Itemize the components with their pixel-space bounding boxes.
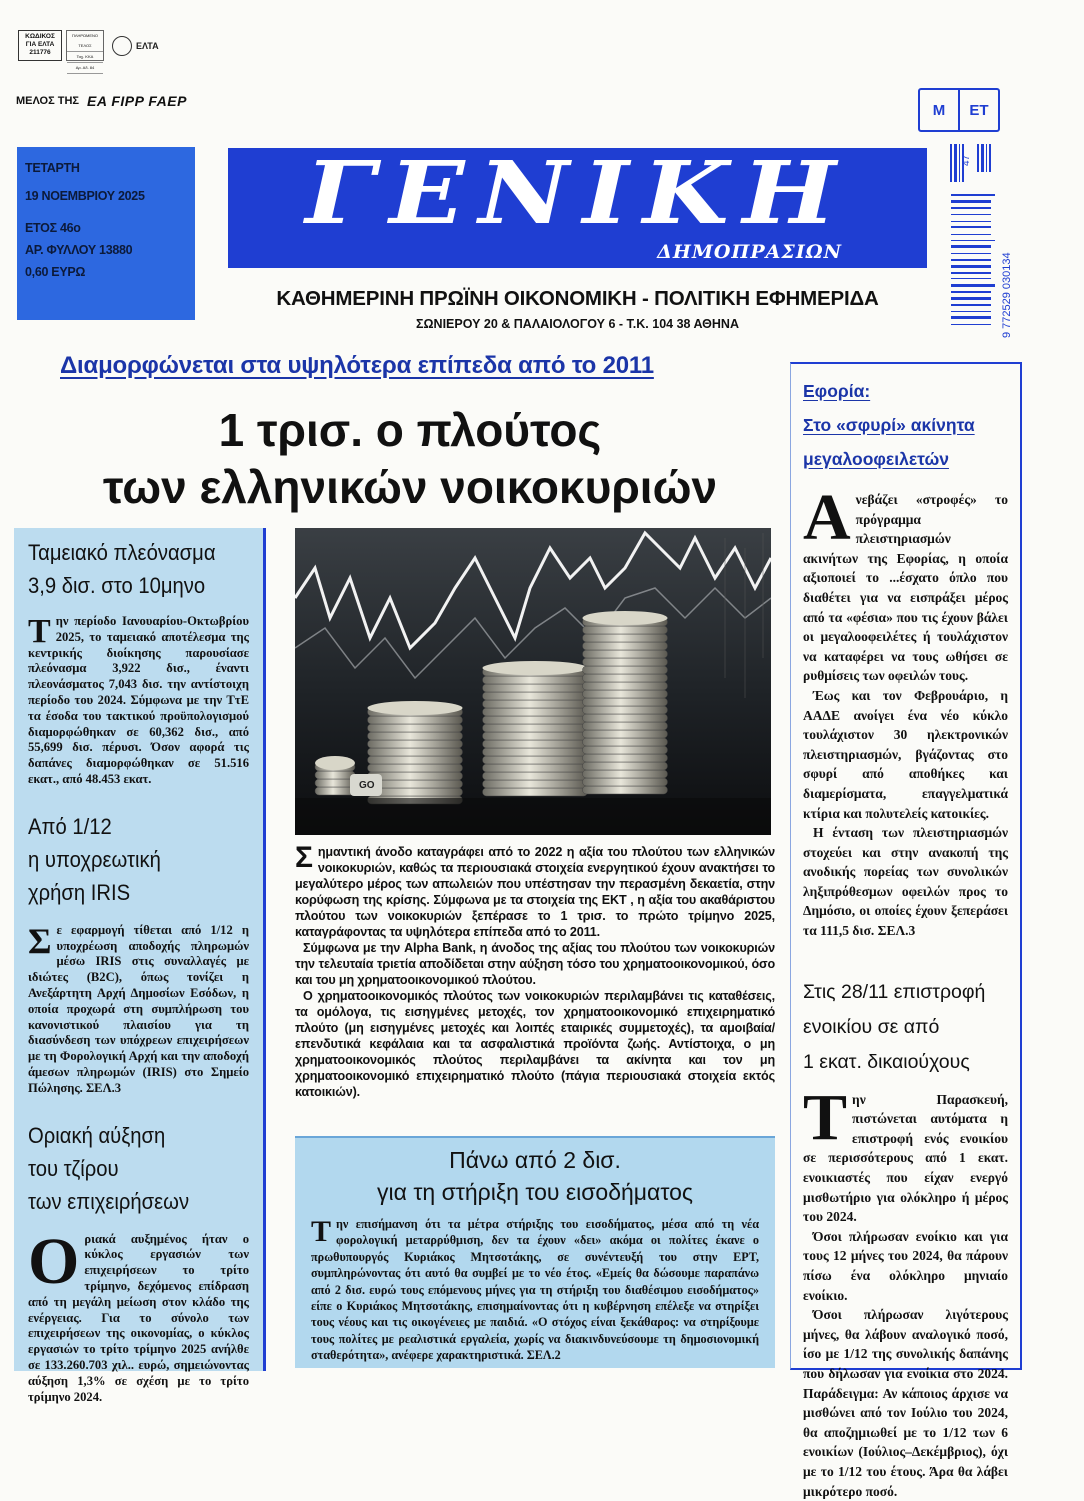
masthead	[228, 148, 927, 268]
story-kicker: Εφορία:	[803, 381, 871, 401]
drop-cap: Τ	[311, 1215, 332, 1248]
box-title: Πάνω από 2 δισ.	[449, 1147, 621, 1173]
postage-line: ΠΛΗΡΩΜΕΝΟ ΤΕΛΟΣ	[67, 31, 103, 52]
drop-cap: Τ	[803, 1080, 848, 1154]
coin-stack	[315, 756, 355, 795]
story-title: Στις 28/11 επιστροφή	[803, 980, 986, 1003]
brief-body: ε εφαρμογή τίθεται από 1/12 η υποχρέωση αποδοχής πληρωμών μέσω IRIS στις συναλλαγές με ιδιώτες (B2C), όπως τονίζει η Ανεξάρτητη Αρχή Δημοσίων Εσόδων, η οποία προχωρά στη συμπλήρωση του κανονιστικού πλαισίου για τη διασύνδεση των υπόχρεων επιχειρήσεων με τη Φορολογική Αρχή και την αποδοχή άμεσων πληρωμών (IRIS) στο Σημείο Πώλησης. ΣΕΛ.3	[28, 922, 249, 1095]
membership-label: ΜΕΛΟΣ ΤΗΣ	[16, 95, 80, 107]
postal-seal-icon	[112, 36, 132, 56]
barcode-number: 9 772529 030134	[1001, 252, 1013, 338]
story-tax-auctions	[803, 374, 1008, 941]
brief-iris	[28, 810, 249, 1097]
story-rent-refund	[803, 975, 1008, 1501]
brief-title: Ταμειακό πλεόνασμα	[28, 540, 216, 565]
book-badge-icon	[918, 88, 1000, 132]
story-title: Στο «σφυρί» ακίνητα	[803, 415, 975, 435]
story-title: ενοικίου σε από	[803, 1015, 940, 1038]
story-paragraph: Η ένταση των πλειστηριασμών στοχεύει και στην ανακοπή της ανοδικής πορείας των συνολικών ληξιπρόθεσμων οφειλών προς το Δημόσιο, οι οποίες έχουν ξεπεράσει τα 111,5 δισ. ΣΕΛ.3	[803, 825, 1008, 939]
membership-line	[16, 93, 187, 109]
issue-date: 19 ΝΟΕΜΒΡΙΟΥ 2025	[25, 189, 145, 203]
brief-body: ην περίοδο Ιανουαρίου-Οκτωβρίου 2025, το ταμειακό αποτέλεσμα της κεντρικής διοίκησης παρουσίασε πλεόνασμα 3,922 δισ., έναντι πλεονάσματος 7,043 δισ. την αντίστοιχη περίοδο του 2024. Σύμφωνα με την ΤτΕ τα έσοδα του τακτικού προϋπολογισμού διαμορφώθηκαν σε 60,362 δισ., από 55,699 δισ. πέρυσι. Όσον αφορά τις δαπάνες διαμορφώθηκαν σε 51.516 εκατ., από 48.453 εκατ.	[28, 614, 249, 786]
issue-info-box	[17, 147, 195, 320]
brief-body: ριακά αυξημένος ήταν ο κύκλος εργασιών των επιχειρήσεων το τρίτο τρίμηνο, δεχόμενος επίδραση από τη μεγάλη μείωση στον κλάδο της ενέργειας. Για το σύνολο των επιχειρήσεων της οικονομίας, ο κύκλος εργασιών το τρίτο τρίμηνο 2025 ανήλθε σε 133.260.703 χιλ.. ευρώ, σημειώνοντας αύξηση 1,3% σε σχέση με το τρίτο τρίμηνο 2024.	[28, 1231, 249, 1404]
barcode-issue-number: 47	[961, 154, 972, 166]
income-support-box	[295, 1136, 775, 1368]
brief-turnover	[28, 1119, 249, 1406]
issue-year: ΕΤΟΣ 46ο	[25, 221, 81, 235]
brief-title: των επιχειρήσεων	[28, 1188, 190, 1214]
drop-cap: Α	[803, 481, 851, 554]
brief-cash-surplus	[28, 536, 249, 788]
story-paragraph: Όσοι πλήρωσαν ενοίκιο και για τους 12 μήνες του 2024, θα πάρουν πίσω ένα ολόκληρο μηνιαίο ενοίκιο.	[803, 1228, 1008, 1303]
coin-stack	[583, 611, 668, 794]
article-paragraph: Ο χρηματοοικονομικός πλούτος των νοικοκυριών περιλαμβάνει τις καταθέσεις, τα ομόλογα, τις εισηγμένες μετοχές, τον χρηματοοικονομικό επιχειρηματικό πλούτο (μη εισηγμένες μετοχές και λοιπές εταιρικές συμμετοχές), τα αμοιβαία/επενδυτικά κεφάλαια και τα ασφαλιστικά προϊόντα ζωής. Αντίστοιχα, ο μη χρηματοοικονομικός πλούτος περιλαμβάνει τα ακίνητα και τον μη χρηματοοικονομικό επιχειρηματικό πλούτο (πάγια περιουσιακά στοιχεία εκτός κατοικιών).	[295, 989, 775, 1099]
left-column-briefs	[14, 528, 266, 1404]
brief-title: χρήση IRIS	[28, 879, 131, 905]
lead-headline-line: των ελληνικών νοικοκυριών	[102, 461, 718, 513]
postal-marks	[18, 30, 159, 70]
masthead-title: ΓΕΝΙΚΗ	[305, 148, 850, 244]
drop-cap: Σ	[295, 841, 313, 874]
postage-line: Αρ. Αδ. 84	[67, 63, 103, 74]
lead-article-body	[295, 841, 775, 1100]
lead-kicker: Διαμορφώνεται στα υψηλότερα επίπεδα από το 2011	[60, 352, 654, 379]
postage-line: Ταχ. ΚΚΑ	[67, 52, 103, 63]
drop-cap: Ο	[28, 1224, 80, 1298]
issue-day: ΤΕΤΑΡΤΗ	[25, 161, 80, 175]
story-paragraph: Έως και τον Φεβρουάριο, η ΑΑΔΕ ανοίγει ένα νέο κύκλο τουλάχιστον 30 ηλεκτρονικών πλειστηριασμών, βγάζοντας στο σφυρί από αποθήκες και διαμερίσματα, επαγγελματικά κτίρια και πολυτελείς κατοικίες.	[803, 687, 1008, 821]
elta-code-line: ΓΙΑ ΕΛΤΑ	[25, 41, 55, 48]
story-title: μεγαλοοφειλετών	[803, 449, 949, 469]
issue-number: ΑΡ. ΦΥΛΛΟΥ 13880	[25, 243, 133, 257]
brief-title: Οριακή αύξηση	[28, 1122, 166, 1148]
coin-stack	[483, 661, 588, 796]
drop-cap: Σ	[28, 920, 52, 961]
lead-headline-line: 1 τρισ. ο πλούτος	[218, 404, 602, 456]
elta-code-line: ΚΩΔΙΚΟΣ	[25, 33, 55, 40]
badge-left: Μ	[920, 90, 960, 130]
article-paragraph: Σύμφωνα με την Alpha Bank, η άνοδος της αξίας του πλούτου των νοικοκυριών την τελευταία τριετία αποδίδεται στην αύξηση τόσο του χρηματοοικονομικού, όσο και του μη χρηματοοικονομικού πλούτου.	[295, 941, 775, 987]
drop-cap: Τ	[28, 613, 51, 650]
barcode	[945, 142, 1015, 342]
photo-dice-label: GO	[359, 780, 375, 791]
box-body: ην επισήμανση ότι τα μέτρα στήριξης του εισοδήματος, μέσα από τη νέα φορολογική μεταρρύθμιση, δεν τα έχουν «δει» ακόμα οι πολίτες έκανε ο πρωθυπουργός Κυριάκος Μητσοτάκης, σε συνέντευξή του στην ΕΡΤ, συμπληρώνοντας ότι αυτό θα συμβεί με το νέο έτος. «Εμείς θα δώσουμε παραπάνω από 2 δισ. ευρώ τους επόμενους μήνες για τη στήριξη του διαθέσιμου εισοδήματος» είπε ο Κυριάκος Μητσοτάκης, επισημαίνοντας ότι η κυβέρνηση επέλεξε να στηρίξει τους νέους και τις οικογένειες με παιδιά. «Ο στόχος είναι ξεκάθαρος: να στηρίξουμε τους πολίτες με ρεαλιστικά εργαλεία, χωρίς να διακινδυνεύσουμε τη δημοσιονομική σταθερότητα», ανέφερε χαρακτηριστικά. ΣΕΛ.2	[311, 1217, 759, 1363]
story-paragraph: Όσοι πλήρωσαν λιγότερους μήνες, θα λάβουν αναλογικό ποσό, ίσο με 1/12 της συνολικής δαπάνης που δήλωσαν για ενοίκια στο 2024. Παράδειγμα: Αν κάποιος άρχισε να μισθώνει από τον Ιούλιο του 2024, θα αποζημιωθεί με το 1/12 των 6 ενοικίων (Ιούλιος–Δεκέμβριος), όχι με το 1/12 του έτους. Άρα θα λάβει μικρότερο ποσό.	[803, 1307, 1008, 1499]
right-column	[790, 362, 1022, 1499]
story-paragraph: νεβάζει «στροφές» το πρόγραμμα πλειστηριασμών ακινήτων της Εφορίας, η οποία αξιοποιεί το ...έσχατο όπλο που διαθέτει για να εισπράξει μέρος από τα «φέσια» που τις έχουν βάλει οι μεγαλοοφειλέτες ή τουλάχιστον να καταφέρει να τους ωθήσει σε ρυθμίσεις των οφειλών τους.	[803, 492, 1008, 684]
box-title: για τη στήριξη του εισοδήματος	[377, 1179, 693, 1205]
elta-logo: ΕΛΤΑ	[136, 40, 159, 51]
story-paragraph: ην Παρασκευή, πιστώνεται αυτόματα η επιστροφή ενός ενοικίου σε περισσότερους από 1 εκατ. ενοικιαστές που είχαν ενεργό μισθωτήριο για ολόκληρο ή μέρος του 2024.	[803, 1091, 1008, 1225]
masthead-subtitle: ΔΗΜΟΠΡΑΣΙΩΝ	[657, 241, 842, 263]
badge-right: ΕΤ	[969, 101, 989, 119]
brief-title: 3,9 δισ. στο 10μηνο	[28, 573, 206, 598]
lead-photo-coins-chart	[295, 528, 771, 835]
masthead-tagline: ΚΑΘΗΜΕΡΙΝΗ ΠΡΩΪΝΗ ΟΙΚΟΝΟΜΙΚΗ - ΠΟΛΙΤΙΚΗ ΕΦΗΜΕΡΙΔΑ	[276, 287, 879, 310]
brief-title: του τζίρου	[28, 1155, 119, 1181]
brief-title: η υποχρεωτική	[28, 846, 161, 872]
issue-price: 0,60 ΕΥΡΩ	[25, 265, 86, 279]
article-paragraph: ημαντική άνοδο καταγράφει από το 2022 η αξία του πλούτου των ελληνικών νοικοκυριών, καθώς τα περιουσιακά στοιχεία ενεργητικού έχουν ανακτήσει το μεγαλύτερο μέρος των απωλειών που υπέστησαν την περασμένη δεκαετία, στην κορύφωση της κρίσης. Σύμφωνα με τα στοιχεία της ΕΚΤ , η αξία του ακαθάριστου πλούτου των νοικοκυριών ξεπέρασε το 1 τρισ. το πρώτο τρίμηνο 2025, καταγράφοντας τα υψηλότερα επίπεδα από το 2011.	[295, 845, 775, 939]
masthead-address: ΣΩΝΙΕΡΟΥ 20 & ΠΑΛΑΙΟΛΟΓΟΥ 6 - Τ.Κ. 104 38 ΑΘΗΝΑ	[416, 317, 739, 331]
postage-paid-box	[66, 30, 104, 70]
elta-code-line: 211776	[29, 49, 51, 56]
story-title: 1 εκατ. δικαιούχους	[803, 1050, 970, 1073]
elta-code-box	[18, 30, 62, 61]
membership-logos: ΕΑ FIPP FAEP	[87, 93, 187, 109]
brief-title: Από 1/12	[28, 813, 112, 839]
lead-headline	[40, 402, 780, 516]
